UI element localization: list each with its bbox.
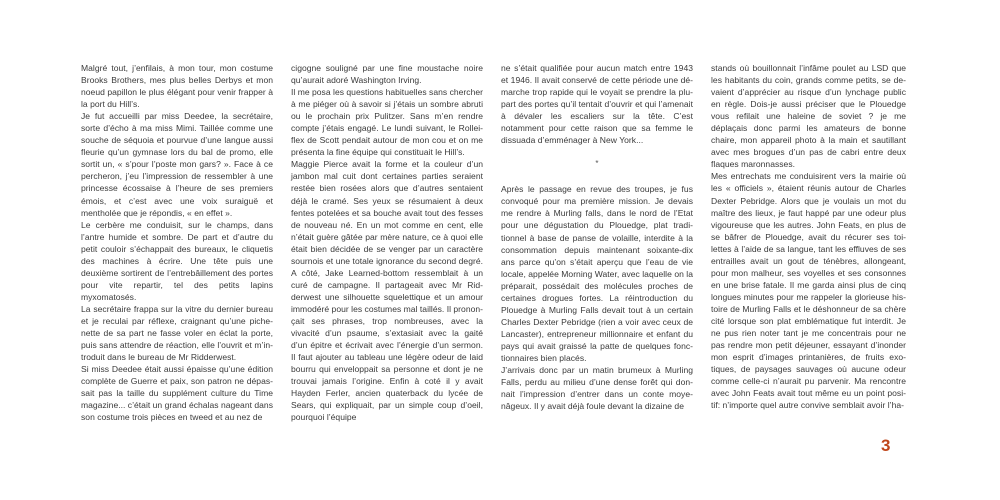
paragraph: Malgré tout, j’enfilais, à mon tour, mon costume Brooks Brothers, mes plus belles Derbys et mon noeud papillon le plus élégant pour venir frapper à la port du Hill’s. xyxy=(81,63,273,110)
paragraph: Maggie Pierce avait la forme et la couleur d’un jambon mal cuit dont certaines parties seraient restée bien rosées alors que d’autres sentaient déjà le cramé. Ses yeux se résumaient à deux fentes potelées et sa bouche avait tout des fesses de nouveau né. En un mot comme en cent, elle n’était guère gâtée par mère nature, ce à quoi elle était bien décidée de se venger par un caractère sournois et une totale ignorance du second degré. A côté, Jake Learned-bottom ressemblait à un curé de campagne. Il partageait avec Mr Ridderwest une silhouette squelettique et un amour immodéré pour les costumes mal taillés. Il prononçait ses phrases, trop nombreuses, avec la vivacité d’un psaume, s’extasiait avec la gaité d’un épitre et écrivait avec l’énergie d’un sermon. Il faut ajouter au tableau une légère odeur de laid bourru qui enveloppait sa personne et dont je ne trouvai jamais l’origine. Enfin à coté il y avait Hayden Ferler, ancien quaterback du lycée de Sears, qui expliquait, par un simple coup d’oeil, pourquoi l’équipe xyxy=(291,159,483,423)
paragraph: La secrétaire frappa sur la vitre du dernier bureau et je reculai par réflexe, craignant qu’une pichenette de sa part ne fasse voler en éclat la porte, puis sans attendre de réaction, elle l’ouvrit et m’introduit dans le bureau de Mr Ridderwest. xyxy=(81,303,273,363)
paragraph: J’arrivais donc par un matin brumeux à Murling Falls, perdu au milieu d’une dense forêt qui donnait l’impression d’entrer dans un conte moyenâgeux. Il y avait déjà foule devant la dizaine de xyxy=(501,365,693,412)
text-column-3 xyxy=(501,62,693,412)
paragraph: Si miss Deedee était aussi épaisse qu’une édition complète de Guerre et paix, son patron ne dépassait pas la taille du supplément culture du Time magazine... c’était un grand échalas nageant dans son costume trois pièces en tweed et au nez de xyxy=(81,364,273,423)
paragraph: ne s’était qualifiée pour aucun match entre 1943 et 1946. Il avait conservé de cette période une démarche trop rapide qui le voyait se prendre la plupart des portes qu’il tentait d’ouvrir et qui l’amenait à dévaler les escaliers sur la tête. C’est notamment pour cette raison que sa femme le dissuada d’emménager à New York... xyxy=(501,63,693,146)
text-column-4 xyxy=(711,62,906,411)
paragraph: stands où bouillonnait l’infâme poulet au LSD que les habitants du coin, grands comme petits, se devaient d’apprécier au risque d’un lynchage public en règle. Dois-je aussi préciser que le Plouedge vous refilait une haleine de soviet ? je me déplaçais donc parmi les amateurs de bonne chaire, mon appareil photo à la main et sautillant avec mes brogues d’un pas de cabri entre deux flaques maronnasses. xyxy=(711,63,906,170)
paragraph: Mes entrechats me conduisirent vers la mairie où les « officiels », étaient réunis autour de Charles Dexter Pebridge. Alors que je voulais un mot du maître des lieux, je faut happé par une odeur plus vigoureuse que les autres. John Feats, en plus de se bâfrer de Plouedge, avait du récurer ses toilettes à l’aide de sa langue, tant les effluves de ses entrailles avait un gout de ténèbres, allongeant, pour mon malheur, ses voyelles et ses consonnes en une brise fatale. Il me garda ainsi plus de cinq longues minutes pour me rappeler la glorieuse histoire de Murling Falls et le déshonneur de sa chère cité lorsque son plat emblématique fut interdit. Je ne pus rien noter tant je me concentrais pour ne pas rendre mon petit déjeuner, essayant d’inonder mon esprit d’images printanières, de fruits exotiques, de paysages sauvages où aucune odeur comme celle-ci n’aurait pu parvenir. Ma rencontre avec John Feats avait tout même eu un point positif: n’importe quel autre convive semblait avoir l’ha- xyxy=(711,171,906,411)
paragraph: Il me posa les questions habituelles sans chercher à me piéger où à savoir si j’étais un sombre abruti ou le prochain prix Pulitzer. Sans m’en rendre compte j’étais engagé. Le lundi suivant, le Rolleiflex de Scott pendait autour de mon cou et on me présenta la fine équipe qui constituait le Hill’s. xyxy=(291,87,483,158)
paragraph: Le cerbère me conduisit, sur le champs, dans l’antre humide et sombre. De part et d’autre du petit couloir s’échappait des bureaux, le cliquetis des machines à écrire. Une tête puis une deuxième sortirent de l’entrebâillement des portes pour vite repartir, tel des petits lapins myxomatosés. xyxy=(81,219,273,302)
text-column-1 xyxy=(81,62,273,423)
page-number: 3 xyxy=(881,436,891,455)
paragraph: cigogne souligné par une fine moustache noire qu’aurait adoré Washington Irving. xyxy=(291,63,483,86)
paragraph: Je fut accueilli par miss Deedee, la secrétaire, sorte d’écho à ma miss Mimi. Taillée comme une souche de séquoia et pourvue d’une langue aussi fleurie qu’un gymnase lors du bal de promo, elle sortit un, « s’pour l’poste mon gars? ». Face à ce percheron, j’eu l’impression de ressembler à une princesse écossaise à l’heure de ses premiers émois, et c’est avec une voix suraiguë et mentholée que je répondis, « en effet ». xyxy=(81,111,273,218)
text-column-2 xyxy=(291,62,483,423)
section-separator: * xyxy=(595,159,599,169)
paragraph: Après le passage en revue des troupes, je fus convoqué pour ma première mission. Je devais me rendre à Murling falls, dans le nord de l’Etat pour une dégustation du Plouedge, plat traditionnel à base de panse de volaille, interdite à la consommation depuis maintenant soixante-dix ans parce qu’on s’était aperçu que l’eau de vie locale, appelée Morning Water, avec laquelle on la préparait, possédait des molécules proches de certaines drogues fortes. La réintroduction du Plouedge à Murling Falls devait tout à un certain Charles Dexter Pebridge (rien a voir avec ceux de Lancaster), entrepreneur millionnaire et enfant du pays qui avait graissé la patte de quelques fonctionnaires bien placés. xyxy=(501,184,693,363)
